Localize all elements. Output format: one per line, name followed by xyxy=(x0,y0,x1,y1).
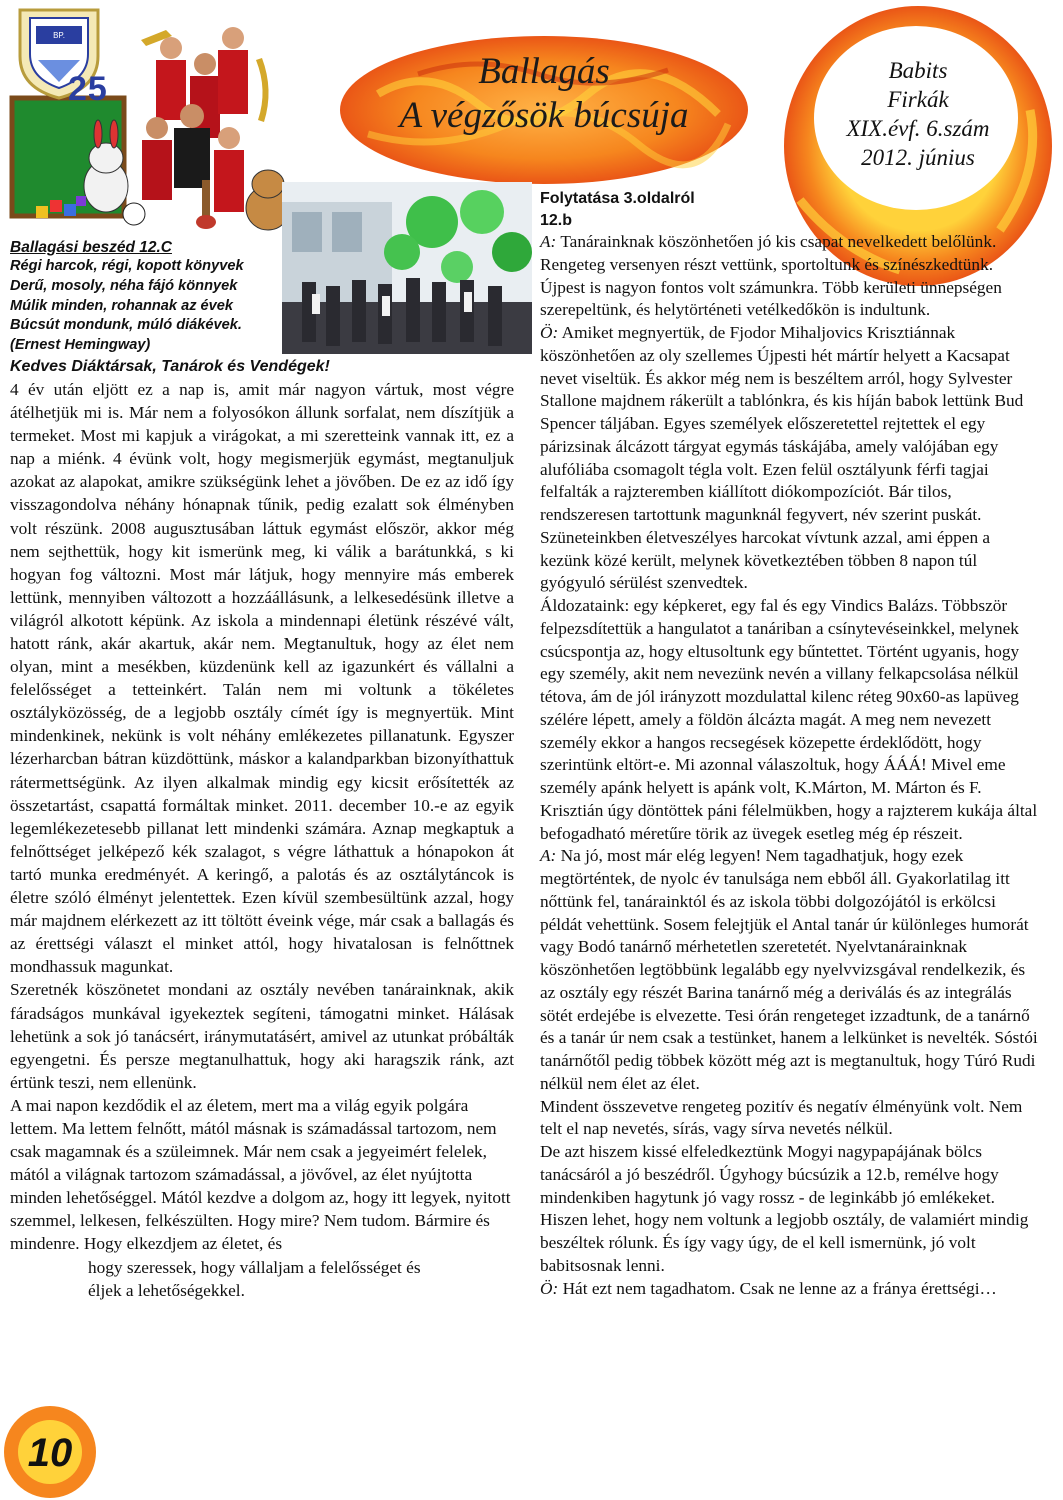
magazine-name-2: Firkák xyxy=(887,87,949,112)
dialogue-paragraph xyxy=(540,845,1038,1095)
magazine-info xyxy=(818,56,1018,172)
speaker-label: Ö: xyxy=(540,323,559,342)
magazine-volume: XIX.évf. 6.szám xyxy=(846,116,990,141)
magazine-date: 2012. június xyxy=(861,145,975,170)
speaker-label: A: xyxy=(540,232,557,251)
continued-note: Folytatása 3.oldalról xyxy=(540,190,695,207)
dialogue-paragraph xyxy=(540,231,1038,322)
speaker-label: Ö: xyxy=(540,1278,559,1298)
issue-number: 25 xyxy=(68,70,108,108)
poem-line: Búcsút mondunk, múló diákévek. xyxy=(10,317,242,334)
dialogue-paragraph xyxy=(540,322,1038,595)
title-line-1: Ballagás xyxy=(478,51,610,92)
speech-paragraph: 4 év után eljött ez a nap is, amit már nagyon vártuk, most végre átélhetjük mi is. Már nem a folyosókon állunk sorfalat, nem díszítjük a termeket. Most mi kapjuk a virágokat, a mi szeretteink vannak itt, ez a nap a miénk. 4 évünk volt, hogy megismerjük egymást, megtanuljuk azokat az alapokat, amikre szükségünk lehet a jövőben. De ez az idő így visszagondolva néhány hónapnak tűnik, pedig ezalatt sok élményben volt részünk. 2008 augusztusában láttuk egymást először, akkor még nem sejthettük, hogy kit ismerünk meg, ki válik a barátunkká, s ki hogyan fog változni. Most már látjuk, hogy mennyire más emberek lettünk, mennyiben változott a hozzáállásunk, a lelkesedésünk illetve a világról alkotott képünk. Az iskola a mindennapi életünk részévé vált, hatott ránk, akár akartuk, akár nem. Megtanultuk, hogy az élet nem olyan, mint a mesékben, küzdenünk kell az igazunkért és vállalni a felelősséget a tetteinkért. Talán nem mi voltunk a tökéletes osztályközösség, de a legjobb osztály címét így is megnyertük. Mint mindenkinek, nekünk is volt néhány emlékezetes pillanatunk. Egyszer lézerharcban bátran küzdöttünk, máskor a kalandparkban bizonyíthattuk rátermettségünk. Az ilyen alkalmak mindig egy kicsit erősítették az összetartást, csapattá formáltak minket. 2011. december 10.-e az egyik legemlékezetesebb pillanat lett mindenki számára. Aznap megkaptuk a felnőttséget jelképező kék szalagot, s végre láthattuk a hónapokon át tartó munka eredményét. A keringő, a palotás és az osztálytáncok is életre szóló élményt jelentettek. Ezen kívül szembesültünk azzal, hogy már majdnem elérkezett az itt töltött éveink vége, már csak a ballagás és az érettségi választ el minket attól, hogy hivatalosan is felnőttnek mondhassuk magunkat. xyxy=(10,379,514,977)
poem-line: Derű, mosoly, néha fájó könnyek xyxy=(10,277,238,294)
speech-title: Ballagási beszéd 12.C xyxy=(10,239,172,256)
class-heading: 12.b xyxy=(540,211,573,229)
poem-line: Múlik minden, rohannak az évek xyxy=(10,297,234,314)
dialogue-text: Tanárainknak köszönhetően jó kis csapat nevelkedett belőlünk. Rengeteg versenyen részt vettünk, sportoltunk és színészkedtünk. Újpest is nagyon fontos volt számunkra. Több kerületi ünnepségen szerepeltünk, és helytörténeti vetélkedőkön is indultunk. xyxy=(540,232,1002,320)
dialogue-paragraph xyxy=(540,1096,1038,1142)
svg-text:BP.: BP. xyxy=(53,31,65,40)
page-number: 10 xyxy=(27,1431,73,1475)
speech-greeting: Kedves Diáktársak, Tanárok és Vendégek! xyxy=(10,357,330,375)
right-column xyxy=(540,188,1038,1300)
speech-paragraph: A mai napon kezdődik el az életem, mert ma a világ egyik polgára lettem. Ma lettem felnőtt, mától másnak is számadással tartozom, nem csak magamnak és a szüleimnek. Már nem csak a jegyeimért felelek, mától a világnak tartozom számadással, a jövővel, az élet nyújtotta minden lehetőséggel. Mától kezdve a dolgom az, hogy itt legyek, nyitott szemmel, lelkesen, felkészülten. Hogy mire? Nem tudom. Bármire és mindenre. Hogy elkezdjem az életet, és xyxy=(10,1095,511,1254)
title-line-2: A végzősök búcsúja xyxy=(399,95,689,136)
dialogue-text: Mindent összevetve rengeteg pozitív és negatív élményünk volt. Nem telt el nap nevetés, sírás, vagy sírva nevetés nélkül. xyxy=(540,1096,1023,1139)
dialogue-paragraph xyxy=(540,595,1038,845)
speech-paragraph: Szeretnék köszönetet mondani az osztály nevében tanárainknak, akik fáradságos munkával igyekeztek segíteni, támogatni minket. Hálásak lehetünk a sok jó tanácsért, iránymutatásért, amivel az utunkat próbálták egyengetni. És persze megtanulhattuk, hogy aki haragszik ránk, azt értünk teszi, nem ellenünk. xyxy=(10,980,514,1092)
speaker-label: A: xyxy=(540,846,557,866)
dialogue-paragraph xyxy=(540,1278,1038,1301)
dialogue-text: De azt hiszem kissé elfeledkeztünk Mogyi nagypapájának bölcs tanácsáról a jó beszédről. Úgyhogy búcsúzik a 12.b, remélve hogy mindenkiben hagytunk jó vagy rossz - de leginkább jó emlékeket. Hiszen lehet, hogy nem voltunk a legjobb osztály, de valamiért mindig beszéltek rólunk. És így vagy úgy, de el kell ismernünk, jó volt babitsosnak lenni. xyxy=(540,1142,1029,1275)
dialogue-text: Áldozataink: egy képkeret, egy fal és egy Vindics Balázs. Többször felpezsdítettük a hangulatot a tanáriban a csínytevéseinkkel, melynek csúcspontja az, hogy eltusoltunk egy bűntettet. Történt ugyanis, hogy egy személy, akit nem nevezünk nevén a villany felkapcsolása nélkül tétova, ám de jól irányzott mozdulattal kilenc réteg 90x60-as lapüveg szélére lépett, amely a földön álcázta magát. A meg nem nevezett személy ekkor a hangos recsegések közepette érdeklődött, hogy szerintünk eltört-e. Mi azonnal válaszoltuk, hogy ÁÁÁ! Mivel eme személy apánk helyett is apánk volt, K.Márton, M. Márton és F. Krisztián úgy döntöttek páni félelmükben, hogy a rajzterem kukája által befogadható méretűre törik az üvegek esetleg még ép részeit. xyxy=(540,596,1038,843)
page-title xyxy=(338,50,750,138)
left-column xyxy=(10,238,514,1302)
dialogue-text: Hát ezt nem tagadhatom. Csak ne lenne az a fránya érettségi… xyxy=(558,1278,997,1298)
speech-paragraph-tail: hogy szeressek, hogy vállaljam a felelősséget és xyxy=(88,1257,421,1277)
dialogue-paragraph xyxy=(540,1141,1038,1278)
page-number-badge xyxy=(2,1404,98,1500)
magazine-name-1: Babits xyxy=(888,58,948,83)
poem-line: Régi harcok, régi, kopott könyvek xyxy=(10,258,244,274)
dialogue-text: Na jó, most már elég legyen! Nem tagadhatjuk, hogy ezek megtörténtek, de nyolc év tanulsága nem ebből áll. Gyakorlatilag itt nőttünk fel, tanárainktól és az iskola többi dolgozójától is erkölcsi példát vehettünk. Sosem felejtjük el Antal tanár úr különleges humorát vagy Bodó tanárnő mérhetetlen szeretetét. Nyelvtanárainknak köszönhetően legtöbbünk legalább egy nyelvvizsgával rendelkezik, és az osztály egy részét Barina tanárnő még a deriválás és az integrálás sötét erdejébe is elvezette. Tesi órán rengeteget izzadtunk, de a tanárnő és a tanár úr nem csak a testünket, hanem a lelkünket is nevelték. Sóstói tanárnőtől pedig többek között még azt is megtanultuk, hogy Túró Rudi nélkül nem élet az élet. xyxy=(540,846,1038,1093)
dialogue-text: Amiket megnyertük, de Fjodor Mihaljovics Krisztiánnak köszönhetően az oly szellemes Újpesti hét mártír helyett a Kacsapat nevet viseltük. És akkor még nem is beszéltem arról, hogy Sylvester Stallone majdnem rákerült a tablónkra, és kis híján babok lettünk Bud Spencer táljában. Egyes személyek előszeretettel rejtettek el egy párizsinak álcázott tárgyat egymás táskájába, amely valójában egy alufóliába csomagolt tégla volt. Ezen felül osztályunk férfi tagjai felfalták a rajzteremben kiállított diókompozíciót. Bár tilos, rendszeresen tartottunk magunknál fegyvert, név szerint puskát. Szüneteinkben életveszélyes harcokat vívtunk azzal, ami éppen a kezünk közé került, melynek következtében többen 8 napon túl gyógyuló sérülést szenvedtek. xyxy=(540,323,1024,593)
poem-author: (Ernest Hemingway) xyxy=(10,337,151,354)
dialogue xyxy=(540,231,1038,1300)
speech-paragraph-tail: éljek a lehetőségekkel. xyxy=(88,1280,245,1300)
